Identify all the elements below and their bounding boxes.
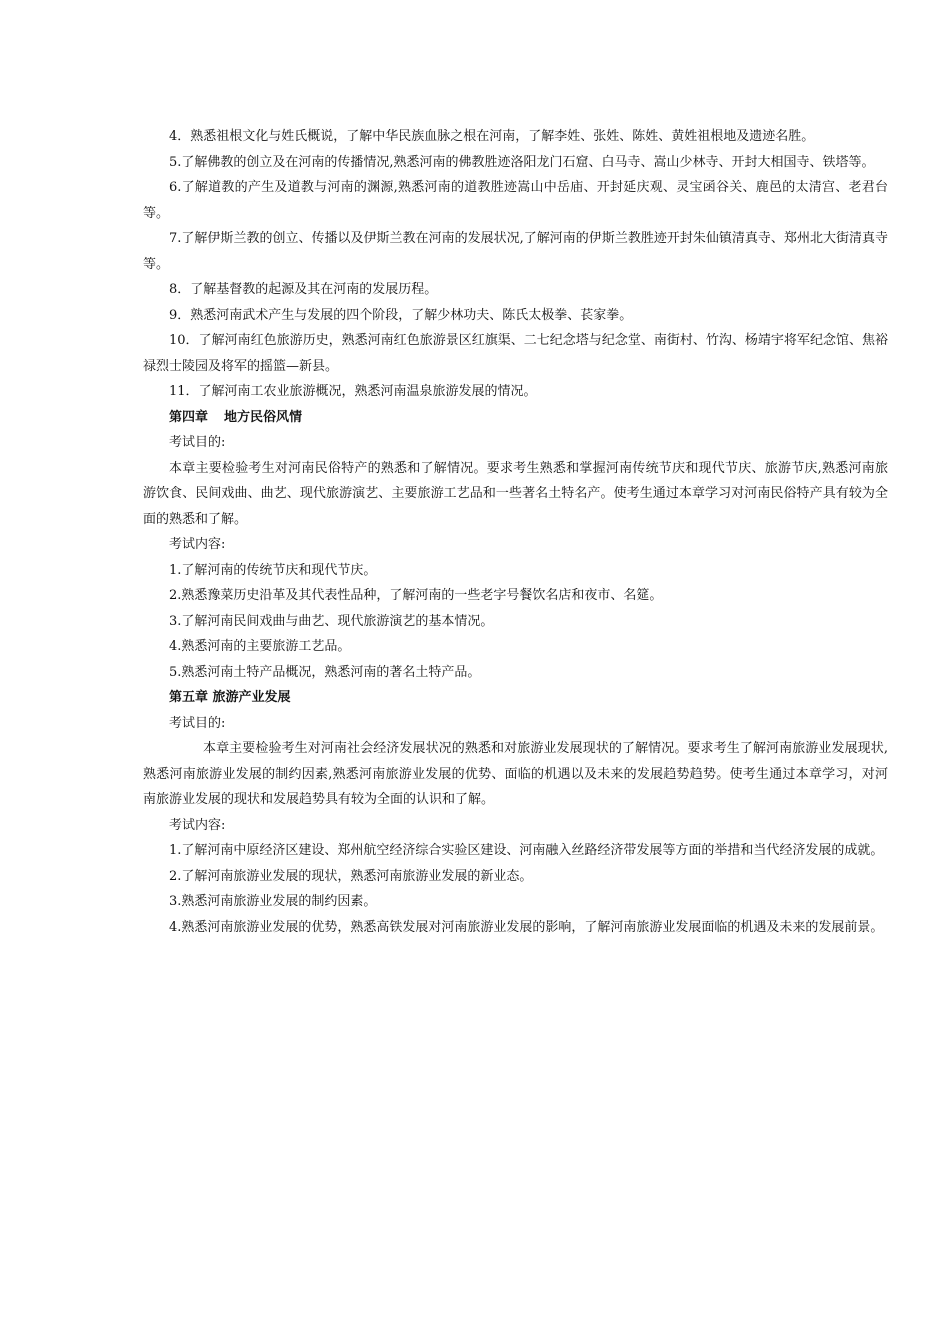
chapter-5-purpose-label: 考试目的: — [169, 715, 226, 731]
chapter-5-number: 第五章 — [169, 690, 209, 705]
list-item: 10．了解河南红色旅游历史，熟悉河南红色旅游景区红旗渠、二七纪念塔与纪念堂、南街村、竹沟、杨靖宇将军纪念馆、焦裕禄烈士陵园及将军的摇篮—新县。 — [143, 333, 888, 374]
list-item: 11．了解河南工农业旅游概况，熟悉河南温泉旅游发展的情况。 — [169, 384, 537, 399]
chapter-4-title: 地方民俗风情 — [224, 409, 303, 425]
list-item: 5.了解佛教的创立及在河南的传播情况,熟悉河南的佛教胜迹洛阳龙门石窟、白马寺、嵩山少林寺、开封大相国寺、铁塔等。 — [169, 154, 875, 170]
chapter-4-number: 第四章 — [169, 409, 209, 425]
list-item: 6.了解道教的产生及道教与河南的渊源,熟悉河南的道教胜迹嵩山中岳庙、开封延庆观、灵宝函谷关、鹿邑的太清宫、老君台等。 — [143, 180, 888, 221]
chapter-5-content-label: 考试内容: — [169, 817, 226, 833]
list-item: 7.了解伊斯兰教的创立、传播以及伊斯兰教在河南的发展状况,了解河南的伊斯兰教胜迹开封朱仙镇清真寺、郑州北大街清真寺等。 — [143, 231, 888, 272]
chapter-5-title: 旅游产业发展 — [212, 690, 291, 705]
list-item: 1.了解河南的传统节庆和现代节庆。 — [169, 562, 377, 578]
list-item: 1.了解河南中原经济区建设、郑州航空经济综合实验区建设、河南融入丝路经济带发展等方面的举措和当代经济发展的成就。 — [169, 843, 884, 858]
chapter-4-heading — [143, 405, 888, 431]
list-item: 3.了解河南民间戏曲与曲艺、现代旅游演艺的基本情况。 — [169, 613, 494, 629]
list-item: 2.熟悉豫菜历史沿革及其代表性品种，了解河南的一些老字号餐饮名店和夜市、名筵。 — [169, 588, 663, 603]
chapter-5-heading — [143, 685, 888, 711]
list-item: 8．了解基督教的起源及其在河南的发展历程。 — [169, 282, 438, 297]
list-item: 9．熟悉河南武术产生与发展的四个阶段，了解少林功夫、陈氏太极拳、苌家拳。 — [169, 307, 633, 323]
chapter-4-purpose-label: 考试目的: — [169, 435, 226, 450]
list-item: 5.熟悉河南土特产品概况，熟悉河南的著名土特产品。 — [169, 664, 481, 680]
list-item: 4.熟悉河南旅游业发展的优势，熟悉高铁发展对河南旅游业发展的影响，了解河南旅游业发展面临的机遇及未来的发展前景。 — [169, 919, 884, 935]
document-page — [143, 124, 888, 940]
chapter-4-purpose-text: 本章主要检验考生对河南民俗特产的熟悉和了解情况。要求考生熟悉和掌握河南传统节庆和现代节庆、旅游节庆,熟悉河南旅游饮食、民间戏曲、曲艺、现代旅游演艺、主要旅游工艺品和一些著名土特名产。使考生通过本章学习对河南民俗特产具有较为全面的熟悉和了解。 — [143, 460, 888, 527]
chapter-5-purpose-text: 本章主要检验考生对河南社会经济发展状况的熟悉和对旅游业发展现状的了解情况。要求考生了解河南旅游业发展现状,熟悉河南旅游业发展的制约因素,熟悉河南旅游业发展的优势、面临的机遇以及未来的发展趋势趋势。使考生通过本章学习，对河南旅游业发展的现状和发展趋势具有较为全面的认识和了解。 — [143, 741, 888, 807]
list-item: 4．熟悉祖根文化与姓氏概说，了解中华民族血脉之根在河南，了解李姓、张姓、陈姓、黄姓祖根地及遗迹名胜。 — [169, 129, 815, 144]
list-item: 3.熟悉河南旅游业发展的制约因素。 — [169, 894, 377, 909]
chapter-4-content-label: 考试内容: — [169, 537, 226, 552]
list-item: 4.熟悉河南的主要旅游工艺品。 — [169, 639, 351, 654]
list-item: 2.了解河南旅游业发展的现状，熟悉河南旅游业发展的新业态。 — [169, 868, 533, 884]
